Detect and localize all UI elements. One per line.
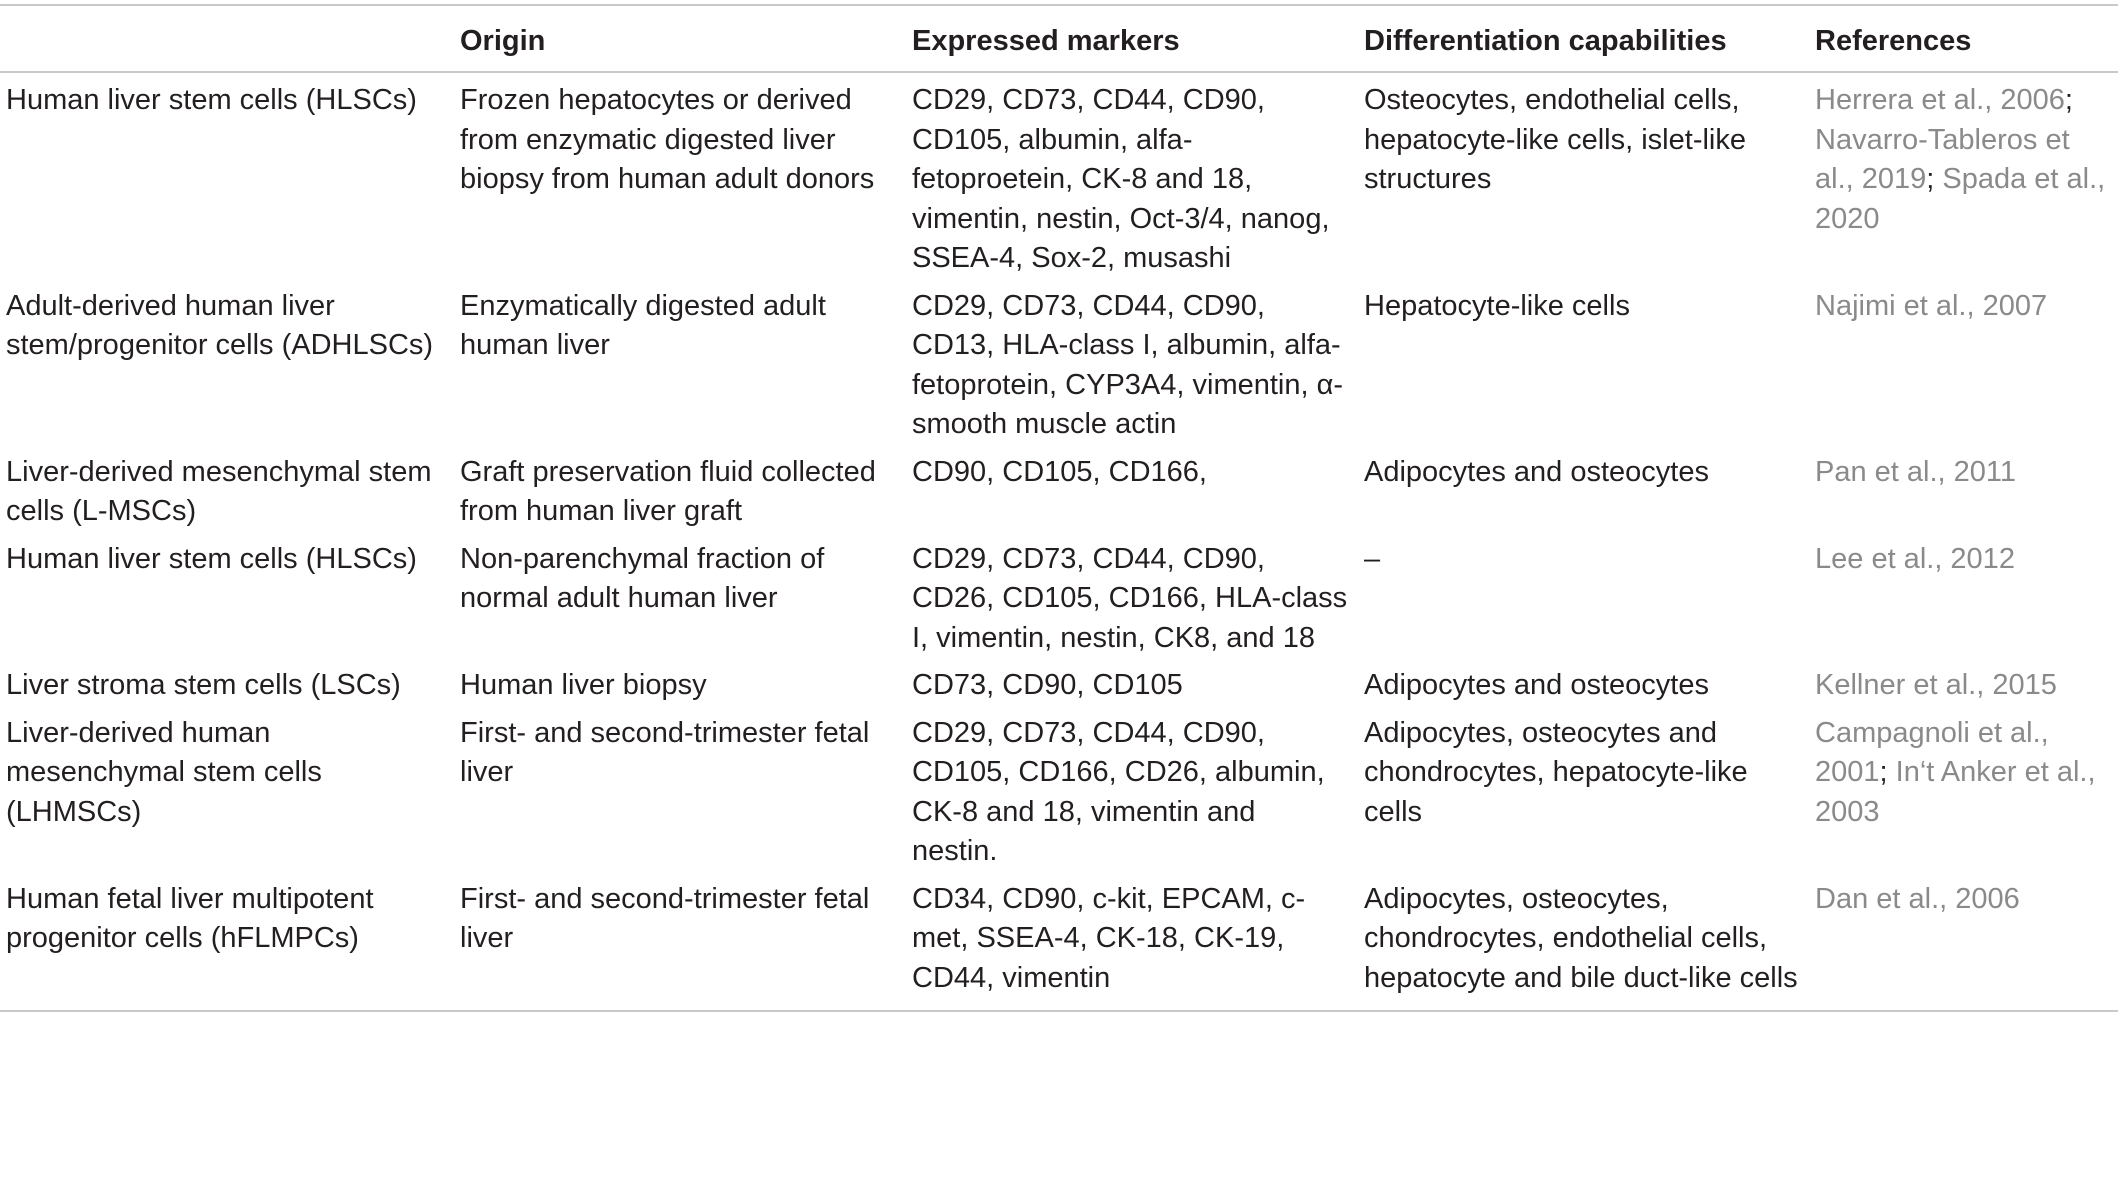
references-cell — [1809, 445, 2118, 532]
cell-type: Liver-derived human mesenchymal stem cells (LHMSCs) — [6, 716, 322, 828]
origin-cell: Human liver biopsy — [460, 669, 707, 701]
table-row — [0, 445, 2118, 532]
table-row — [0, 872, 2118, 1012]
markers-cell: CD29, CD73, CD44, CD90, CD13, HLA-class I, albumin, alfa-fetoprotein, CYP3A4, vimentin, α-smooth muscle actin — [912, 289, 1344, 440]
differentiation-cell: Adipocytes, osteocytes, chondrocytes, endothelial cells, hepatocyte and bile duct-like cells — [1358, 872, 1809, 1012]
reference-link[interactable]: Lee et al., 2012 — [1815, 542, 2015, 575]
origin-cell: First- and second-trimester fetal liver — [454, 872, 906, 1012]
origin-cell: First- and second-trimester fetal liver — [460, 716, 870, 788]
markers-cell: CD34, CD90, c-kit, EPCAM, c-met, SSEA-4, CK-18, CK-19, CD44, vimentin — [906, 872, 1358, 1012]
differentiation-cell: – — [1364, 542, 1381, 575]
differentiation-cell: Adipocytes and osteocytes — [1364, 455, 1709, 488]
table-row — [0, 279, 2118, 445]
cell-type: Human liver stem cells (HLSCs) — [6, 84, 417, 116]
table-row — [0, 72, 2118, 279]
differentiation-cell: Osteocytes, endothelial cells, hepatocyte-like cells, islet-like structures — [1364, 84, 1746, 195]
header-cell-type — [0, 5, 454, 72]
cell-type: Human liver stem cells (HLSCs) — [6, 542, 417, 575]
origin-cell: Graft preservation fluid collected from human liver graft — [460, 455, 876, 527]
header-row — [0, 5, 2118, 72]
cell-type: Liver stroma stem cells (LSCs) — [6, 669, 401, 701]
reference-link[interactable]: Spada et al., 2020 — [1815, 163, 2106, 235]
markers-cell: CD29, CD73, CD44, CD90, CD26, CD105, CD166, HLA-class I, vimentin, nestin, CK8, and 18 — [912, 542, 1348, 654]
references-cell — [1809, 658, 2118, 706]
markers-cell: CD73, CD90, CD105 — [912, 669, 1183, 701]
table-body — [0, 72, 2118, 1011]
differentiation-cell: Adipocytes, osteocytes and chondrocytes, hepatocyte-like cells — [1364, 716, 1748, 828]
differentiation-cell: Hepatocyte-like cells — [1364, 289, 1630, 322]
references-cell: Herrera et al., 2006; Navarro-Tableros et al., 2019; Spada et al., 2020 — [1815, 84, 2106, 235]
markers-cell: CD90, CD105, CD166, — [912, 455, 1207, 488]
references-cell — [1809, 872, 2118, 1012]
reference-link[interactable]: Herrera et al., 2006 — [1815, 84, 2065, 116]
header-markers: Expressed markers — [906, 5, 1358, 72]
origin-cell: Enzymatically digested adult human liver — [460, 289, 826, 361]
reference-link[interactable]: Najimi et al., 2007 — [1815, 289, 2048, 322]
reference-link[interactable]: Pan et al., 2011 — [1815, 455, 2017, 488]
cell-type: Human fetal liver multipotent progenitor cells (hFLMPCs) — [0, 872, 454, 1012]
references-cell — [1809, 279, 2118, 445]
markers-cell: CD29, CD73, CD44, CD90, CD105, CD166, CD26, albumin, CK-8 and 18, vimentin and nestin. — [912, 716, 1325, 867]
reference-link[interactable]: Campagnoli et al., 2001 — [1815, 716, 2049, 788]
stem-cell-table — [0, 4, 2118, 1012]
table-row — [0, 706, 2118, 872]
header-differentiation: Differentiation capabilities — [1358, 5, 1809, 72]
reference-link[interactable]: Kellner et al., 2015 — [1815, 669, 2057, 701]
markers-cell: CD29, CD73, CD44, CD90, CD105, albumin, alfa-fetoproetein, CK-8 and 18, vimentin, nestin, Oct-3/4, nanog, SSEA-4, Sox-2, musashi — [912, 84, 1330, 274]
reference-link[interactable]: Dan et al., 2006 — [1815, 882, 2020, 915]
table-row — [0, 532, 2118, 659]
references-cell — [1809, 532, 2118, 659]
origin-cell: Frozen hepatocytes or derived from enzymatic digested liver biopsy from human adult donors — [460, 84, 875, 195]
reference-link[interactable]: In‘t Anker et al., 2003 — [1815, 756, 2096, 828]
cell-type: Adult-derived human liver stem/progenitor cells (ADHLSCs) — [6, 289, 434, 361]
table-row — [0, 658, 2118, 706]
header-origin: Origin — [454, 5, 906, 72]
origin-cell: Non-parenchymal fraction of normal adult human liver — [460, 542, 825, 614]
differentiation-cell: Adipocytes and osteocytes — [1364, 669, 1709, 701]
cell-type: Liver-derived mesenchymal stem cells (L-MSCs) — [6, 455, 432, 527]
reference-link[interactable]: Navarro-Tableros et al., 2019 — [1815, 123, 2070, 195]
header-references: References — [1809, 5, 2118, 72]
references-cell: Campagnoli et al., 2001; In‘t Anker et al., 2003 — [1815, 716, 2096, 828]
